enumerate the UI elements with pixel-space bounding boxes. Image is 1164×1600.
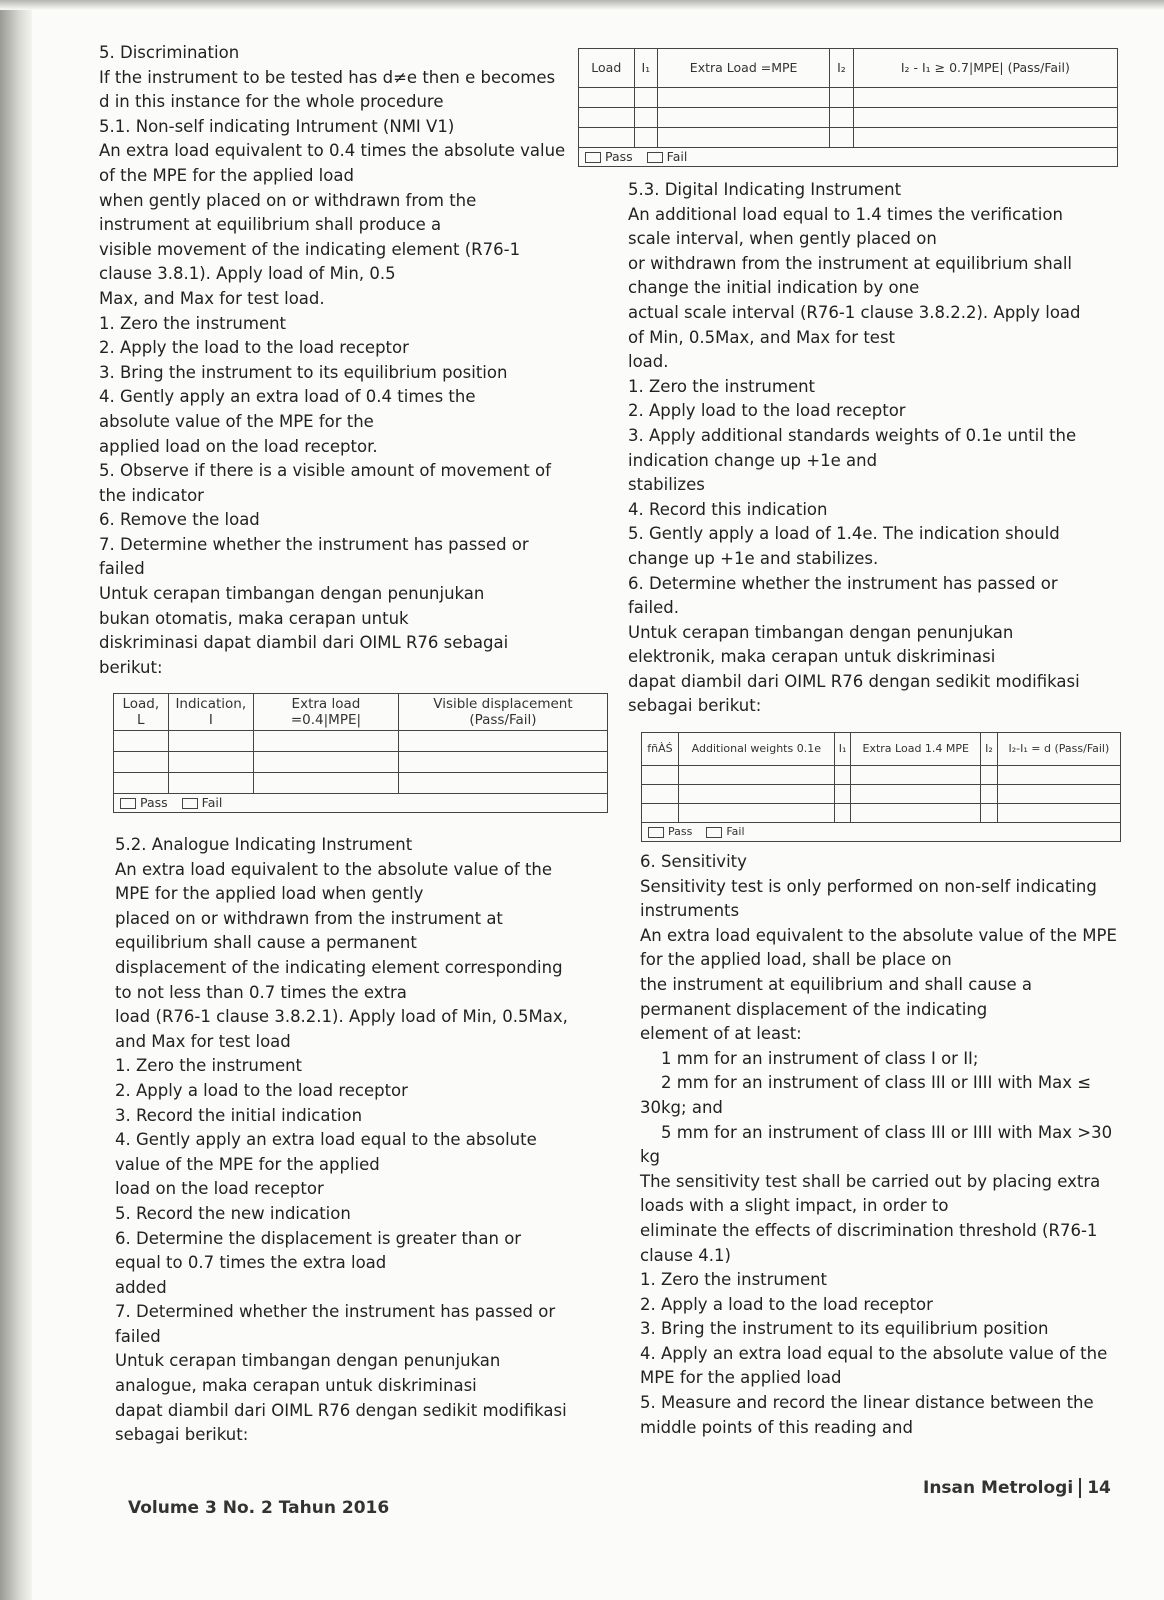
text-line: 2. Apply a load to the load receptor [115,1080,408,1100]
column-header: Extra Load =MPE [658,49,830,88]
table-cell[interactable] [981,785,998,804]
text-line: failed [99,559,145,579]
text-line: 4. Apply an extra load equal to the absolute value of the [640,1343,1108,1363]
text-line: An extra load equivalent to 0.4 times the absolute value [99,141,566,161]
section-discrimination-nmi [99,41,579,680]
text-line: applied load on the load receptor. [99,436,378,456]
text-line: 4. Record this indication [628,499,828,519]
text-line: change the initial indication by one [628,278,920,298]
text-line: 5. Measure and record the linear distance between the [640,1393,1094,1413]
text-line: equilibrium shall cause a permanent [115,933,417,953]
text-line: 6. Determine whether the instrument has passed or [628,573,1058,593]
text-line: instrument at equilibrium shall produce a [99,215,442,235]
table-cell[interactable] [658,88,830,108]
fail-label: Fail [666,149,688,164]
text-line: load. [628,352,669,372]
pass-checkbox[interactable] [648,827,664,838]
table-cell[interactable] [830,88,854,108]
column-header: I₂ [981,733,998,766]
table-cell[interactable] [997,785,1120,804]
text-line: load on the load receptor [115,1179,324,1199]
table-cell[interactable] [634,128,658,148]
table-row [642,804,1121,823]
text-line: Untuk cerapan timbangan dengan penunjukan [99,584,485,604]
fail-checkbox[interactable] [182,798,198,809]
column-header: I₂-I₁ = d (Pass/Fail) [997,733,1120,766]
text-line: 5.2. Analogue Indicating Instrument [115,835,413,854]
text-line: absolute value of the MPE for the [99,411,374,431]
table-cell[interactable] [398,773,607,794]
table-row [114,731,608,752]
text-line: Max, and Max for test load. [99,288,325,308]
table-cell[interactable] [997,766,1120,785]
text-line: 5.1. Non-self indicating Intrument (NMI V1) [99,116,455,136]
column-header: Indication, I [168,694,253,731]
text-line: actual scale interval (R76-1 clause 3.8.2.2). Apply load [628,302,1081,322]
text-line: 5. Gently apply a load of 1.4e. The indication should [628,524,1060,544]
text-line: dapat diambil dari OIML R76 dengan sedikit modifikasi [628,671,1080,691]
text-line: 3. Record the initial indication [115,1105,363,1125]
table-cell[interactable] [579,128,635,148]
scan-edge [0,0,32,1600]
table-cell[interactable] [678,766,834,785]
text-line: visible movement of the indicating element (R76-1 [99,239,521,259]
table-cell[interactable] [851,766,981,785]
text-line: An extra load equivalent to the absolute value of the [115,859,553,879]
text-line: instruments [640,901,740,921]
text-line: berikut: [99,657,163,677]
fail-label: Fail [201,795,223,810]
pass-checkbox[interactable] [585,152,601,163]
text-line: displacement of the indicating element corresponding [115,957,563,977]
text-line: MPE for the applied load [640,1368,842,1388]
text-line: d in this instance for the whole procedure [99,92,444,112]
text-line: 1. Zero the instrument [628,376,816,396]
column-header: Load, L [114,694,169,731]
column-header: Additional weights 0.1e [678,733,834,766]
header-row [579,49,1118,88]
table-cell[interactable] [678,785,834,804]
text-line: 3. Bring the instrument to its equilibrium position [99,362,508,382]
text-line: added [115,1277,167,1297]
text-line: scale interval, when gently placed on [628,229,937,249]
text-line: failed [115,1326,161,1346]
table-cell[interactable] [114,752,169,773]
text-line: element of at least: [640,1024,802,1044]
section-analogue [115,833,585,1448]
text-line: 5. Observe if there is a visible amount of movement of [99,461,551,481]
text-line: 7. Determine whether the instrument has passed or [99,534,529,554]
table-cell[interactable] [851,785,981,804]
text-line: 30kg; and [640,1097,723,1117]
table-cell[interactable] [853,128,1117,148]
text-line: change up +1e and stabilizes. [628,548,879,568]
table-cell[interactable] [168,752,253,773]
text-line: for the applied load, shall be place on [640,950,952,970]
table-cell[interactable] [168,773,253,794]
table-cell[interactable] [114,773,169,794]
table-cell[interactable] [642,766,679,785]
journal-name: Insan Metrologi [923,1478,1074,1498]
section-sensitivity [640,850,1120,1440]
text-line: 6. Sensitivity [640,852,747,871]
table-cell[interactable] [981,766,998,785]
text-line: 5.3. Digital Indicating Instrument [628,180,902,199]
text-line: diskriminasi dapat diambil dari OIML R76 sebagai [99,633,509,653]
column-header: Extra Load 1.4 MPE [851,733,981,766]
table-cell[interactable] [853,88,1117,108]
text-line: the instrument at equilibrium and shall cause a [640,974,1032,994]
table-cell[interactable] [830,128,854,148]
table-row [114,752,608,773]
table-cell[interactable] [398,752,607,773]
text-line: dapat diambil dari OIML R76 dengan sedikit modifikasi [115,1400,567,1420]
table-cell[interactable] [642,804,679,823]
text-line: permanent displacement of the indicating [640,999,988,1019]
footer-volume: Volume 3 No. 2 Tahun 2016 [128,1498,390,1518]
text-line: Untuk cerapan timbangan dengan penunjukan [115,1351,501,1371]
text-line: bukan otomatis, maka cerapan untuk [99,608,409,628]
table-cell[interactable] [398,731,607,752]
pass-fail-row [579,148,1118,167]
text-line: If the instrument to be tested has d≠e then e becomes [99,67,556,87]
text-line: 1. Zero the instrument [115,1056,303,1076]
text-line: 2. Apply the load to the load receptor [99,338,409,358]
analogue-table [578,48,1118,167]
table-row [579,108,1118,128]
fail-checkbox[interactable] [706,827,722,838]
table-cell[interactable] [853,108,1117,128]
table-row [114,773,608,794]
text-line: 2. Apply load to the load receptor [628,401,906,421]
text-line: Sensitivity test is only performed on non-self indicating [640,876,1097,896]
table-cell[interactable] [658,108,830,128]
column-header: I₁ [834,733,851,766]
text-line: 5. Record the new indication [115,1203,351,1223]
table-cell[interactable] [834,766,851,785]
text-line: elektronik, maka cerapan untuk diskriminasi [628,647,996,667]
column-header: Load [579,49,635,88]
text-line: 3. Bring the instrument to its equilibrium position [640,1319,1049,1339]
text-line: Untuk cerapan timbangan dengan penunjukan [628,622,1014,642]
table-cell[interactable] [981,804,998,823]
header-row [642,733,1121,766]
text-line: 5 mm for an instrument of class III or IIII with Max >30 [640,1122,1113,1142]
table-cell[interactable] [678,804,834,823]
text-line: placed on or withdrawn from the instrument at [115,908,503,928]
text-line: analogue, maka cerapan untuk diskriminasi [115,1376,477,1396]
text-line: loads with a slight impact, in order to [640,1196,949,1216]
pass-label: Pass [668,825,693,838]
text-line: An extra load equivalent to the absolute value of the MPE [640,925,1117,945]
table-cell[interactable] [634,108,658,128]
text-line: load (R76-1 clause 3.8.2.1). Apply load of Min, 0.5Max, [115,1007,568,1027]
text-line: 4. Gently apply an extra load equal to the absolute [115,1130,537,1150]
text-line: or withdrawn from the instrument at equilibrium shall [628,253,1073,273]
text-line: sebagai berikut: [115,1425,249,1445]
table-cell[interactable] [579,108,635,128]
table-cell[interactable] [834,804,851,823]
header-row [114,694,608,731]
text-line: kg [640,1147,661,1167]
table-cell[interactable] [254,773,399,794]
column-header: Visible displacement (Pass/Fail) [398,694,607,731]
pass-checkbox[interactable] [120,798,136,809]
text-line: the indicator [99,485,204,505]
table-cell[interactable] [168,731,253,752]
text-line: eliminate the effects of discrimination threshold (R76-1 [640,1220,1098,1240]
text-line: to not less than 0.7 times the extra [115,982,407,1002]
column-header: I₂ - I₁ ≥ 0.7|MPE| (Pass/Fail) [853,49,1117,88]
table-row [642,785,1121,804]
text-line: MPE for the applied load when gently [115,884,424,904]
column-header: Extra load =0.4|MPE| [254,694,399,731]
fail-checkbox[interactable] [647,152,663,163]
table-cell[interactable] [830,108,854,128]
text-line: indication change up +1e and [628,450,878,470]
table-cell[interactable] [579,88,635,108]
text-line: clause 4.1) [640,1245,731,1265]
text-line: value of the MPE for the applied [115,1154,380,1174]
text-line: An additional load equal to 1.4 times the verification [628,204,1063,224]
text-line: 6. Determine the displacement is greater than or [115,1228,522,1248]
table-cell[interactable] [834,785,851,804]
text-line: 6. Remove the load [99,510,260,530]
table-cell[interactable] [658,128,830,148]
pass-label: Pass [605,149,633,164]
table-cell[interactable] [634,88,658,108]
text-line: The sensitivity test shall be carried out by placing extra [640,1171,1101,1191]
scan-top-edge [0,0,1164,10]
text-line: 1. Zero the instrument [99,313,287,333]
text-line: sebagai berikut: [628,696,762,716]
text-line: stabilizes [628,475,705,495]
text-line: 1. Zero the instrument [640,1270,828,1290]
text-line: when gently placed on or withdrawn from the [99,190,477,210]
digital-table [641,732,1121,842]
column-header: fñÀŚ [642,733,679,766]
page-number: 14 [1087,1478,1111,1498]
pass-fail-row [114,794,608,813]
text-line: 4. Gently apply an extra load of 0.4 times the [99,387,476,407]
table-cell[interactable] [642,785,679,804]
table-cell[interactable] [254,731,399,752]
text-line: equal to 0.7 times the extra load [115,1253,387,1273]
text-line: clause 3.8.1). Apply load of Min, 0.5 [99,264,396,284]
text-line: of Min, 0.5Max, and Max for test [628,327,896,347]
text-line: 1 mm for an instrument of class I or II; [640,1048,979,1068]
pass-fail-row [642,823,1121,842]
text-line: failed. [628,598,679,618]
table-row [642,766,1121,785]
table-row [579,128,1118,148]
text-line: of the MPE for the applied load [99,165,354,185]
text-line: and Max for test load [115,1031,291,1051]
table-cell[interactable] [997,804,1120,823]
column-header: I₂ [830,49,854,88]
text-line: middle points of this reading and [640,1417,913,1437]
fail-label: Fail [726,825,745,838]
text-line: 5. Discrimination [99,43,240,62]
table-cell[interactable] [114,731,169,752]
column-header: I₁ [634,49,658,88]
table-row [579,88,1118,108]
table-cell[interactable] [254,752,399,773]
pass-label: Pass [140,795,168,810]
text-line: 2. Apply a load to the load receptor [640,1294,933,1314]
text-line: 2 mm for an instrument of class III or IIII with Max ≤ [640,1073,1092,1093]
footer-journal [923,1478,1111,1498]
table-cell[interactable] [851,804,981,823]
section-digital [628,178,1108,719]
text-line: 3. Apply additional standards weights of 0.1e until the [628,425,1077,445]
text-line: 7. Determined whether the instrument has passed or [115,1302,556,1322]
nonself-table [113,693,608,813]
